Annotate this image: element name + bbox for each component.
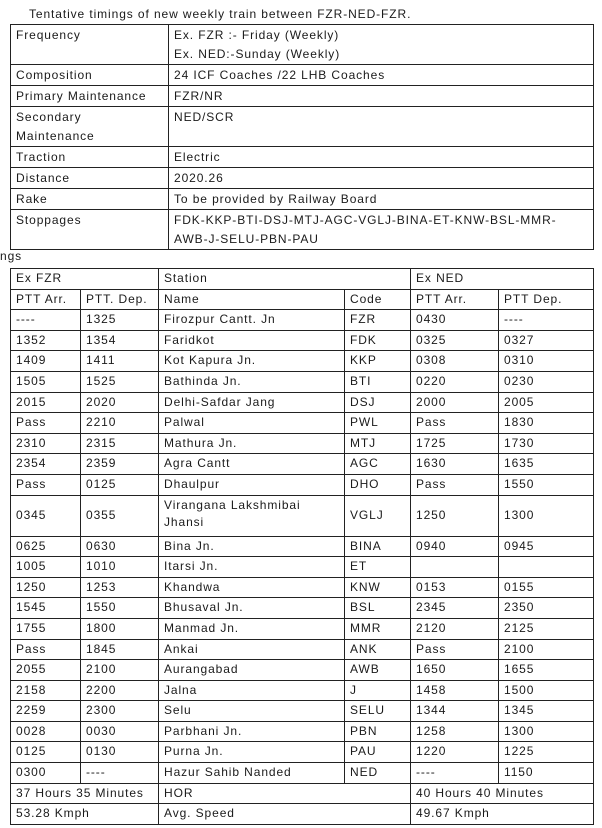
timings-label: ngs <box>0 249 23 263</box>
station-code-cell: FDK <box>345 330 411 351</box>
info-value <box>169 25 594 65</box>
fzr-arr-cell: Pass <box>11 639 81 660</box>
ned-arr-cell: 2000 <box>411 392 499 413</box>
col-header: PTT. Dep. <box>81 289 159 310</box>
table-row <box>11 495 594 536</box>
station-name-cell: Faridkot <box>159 330 345 351</box>
station-code-cell: ANK <box>345 639 411 660</box>
ned-arr-cell: 2345 <box>411 598 499 619</box>
fzr-dep-cell: 1010 <box>81 557 159 578</box>
fzr-dep-cell: 1845 <box>81 639 159 660</box>
station-code-cell: VGLJ <box>345 495 411 536</box>
station-code-cell: PBN <box>345 721 411 742</box>
ned-arr-cell: Pass <box>411 413 499 434</box>
station-code-cell: J <box>345 680 411 701</box>
fzr-arr-cell: 2158 <box>11 680 81 701</box>
fzr-dep-cell: 2200 <box>81 680 159 701</box>
fzr-arr-cell: 2015 <box>11 392 81 413</box>
ned-dep-cell: 1345 <box>499 701 594 722</box>
ned-dep-cell: 0155 <box>499 577 594 598</box>
fzr-arr-cell: 0125 <box>11 742 81 763</box>
fzr-arr-cell: 1250 <box>11 577 81 598</box>
station-code-cell: DSJ <box>345 392 411 413</box>
station-name-cell: Bina Jn. <box>159 536 345 557</box>
station-name-cell: Selu <box>159 701 345 722</box>
hor-ned: 40 Hours 40 Minutes <box>411 783 594 804</box>
table-row <box>11 660 594 681</box>
station-name-cell: Palwal <box>159 413 345 434</box>
ned-arr-cell: 0220 <box>411 371 499 392</box>
station-name-cell: Mathura Jn. <box>159 433 345 454</box>
ned-arr-cell: 1458 <box>411 680 499 701</box>
fzr-dep-cell: 1411 <box>81 351 159 372</box>
info-value <box>169 65 594 86</box>
station-code-cell: PWL <box>345 413 411 434</box>
table-row <box>11 763 594 784</box>
fzr-dep-cell: 0355 <box>81 495 159 536</box>
fzr-dep-cell: 1354 <box>81 330 159 351</box>
info-value-line: Ex. FZR :- Friday (Weekly) <box>174 28 340 42</box>
station-name-cell: Hazur Sahib Nanded <box>159 763 345 784</box>
ned-arr-cell: 1650 <box>411 660 499 681</box>
station-name-cell: Firozpur Cantt. Jn <box>159 310 345 331</box>
station-code-cell: BINA <box>345 536 411 557</box>
fzr-arr-cell: 1352 <box>11 330 81 351</box>
fzr-arr-cell: Pass <box>11 413 81 434</box>
fzr-dep-cell: 1325 <box>81 310 159 331</box>
ned-arr-cell: 1250 <box>411 495 499 536</box>
table-row <box>11 371 594 392</box>
speed-ned: 49.67 Kmph <box>411 804 594 825</box>
fzr-arr-cell: 1505 <box>11 371 81 392</box>
ned-arr-cell: Pass <box>411 639 499 660</box>
station-name-cell: Purna Jn. <box>159 742 345 763</box>
station-code-cell: DHO <box>345 474 411 495</box>
station-code-cell: ET <box>345 557 411 578</box>
station-name-cell: Khandwa <box>159 577 345 598</box>
col-header: PTT Arr. <box>11 289 81 310</box>
info-value-line: 2020.26 <box>174 171 224 185</box>
ned-dep-cell: 0945 <box>499 536 594 557</box>
ned-dep-cell: 1635 <box>499 454 594 475</box>
ned-dep-cell: 1300 <box>499 495 594 536</box>
station-name-cell: Ankai <box>159 639 345 660</box>
station-code-cell: AGC <box>345 454 411 475</box>
fzr-dep-cell: ---- <box>81 763 159 784</box>
fzr-dep-cell: 1525 <box>81 371 159 392</box>
info-row <box>11 107 594 147</box>
table-row <box>11 413 594 434</box>
info-value-line: Ex. NED:-Sunday (Weekly) <box>174 47 341 61</box>
ned-dep-cell: 0310 <box>499 351 594 372</box>
ned-arr-cell: 0940 <box>411 536 499 557</box>
info-value-line: FDK-KKP-BTI-DSJ-MTJ-AGC-VGLJ-BINA-ET-KNW-BSL-MMR-AWB-J-SELU-PBN-PAU <box>174 213 557 246</box>
ned-dep-cell: 1150 <box>499 763 594 784</box>
ned-arr-cell: 2120 <box>411 618 499 639</box>
station-name-cell: Agra Cantt <box>159 454 345 475</box>
station-header: Station <box>159 269 411 290</box>
table-row <box>11 577 594 598</box>
table-row <box>11 454 594 475</box>
ned-dep-cell: 1225 <box>499 742 594 763</box>
fzr-dep-cell: 2100 <box>81 660 159 681</box>
table-row <box>11 680 594 701</box>
info-label: Traction <box>11 147 169 168</box>
column-header-row <box>11 289 594 310</box>
fzr-arr-cell: 0625 <box>11 536 81 557</box>
table-row <box>11 721 594 742</box>
fzr-arr-cell: 1409 <box>11 351 81 372</box>
table-row <box>11 392 594 413</box>
col-header: Name <box>159 289 345 310</box>
fzr-arr-cell: 1755 <box>11 618 81 639</box>
col-header: Code <box>345 289 411 310</box>
info-label: Primary Maintenance <box>11 86 169 107</box>
station-code-cell: FZR <box>345 310 411 331</box>
info-value-line: NED/SCR <box>174 110 235 124</box>
group-header-row <box>11 269 594 290</box>
ned-arr-cell: Pass <box>411 474 499 495</box>
ned-dep-cell: 1300 <box>499 721 594 742</box>
timetable <box>10 268 594 825</box>
fzr-arr-cell: 2354 <box>11 454 81 475</box>
ned-arr-cell: 1258 <box>411 721 499 742</box>
fzr-dep-cell: 0130 <box>81 742 159 763</box>
info-row <box>11 189 594 210</box>
table-row <box>11 474 594 495</box>
info-label: Secondary Maintenance <box>11 107 169 147</box>
ned-arr-cell: ---- <box>411 763 499 784</box>
info-label: Frequency <box>11 25 169 65</box>
info-label: Stoppages <box>11 210 169 250</box>
ned-dep-cell: 2005 <box>499 392 594 413</box>
fzr-dep-cell: 0125 <box>81 474 159 495</box>
info-row <box>11 25 594 65</box>
station-code-cell: AWB <box>345 660 411 681</box>
station-name-cell: Jalna <box>159 680 345 701</box>
ned-arr-cell: 0308 <box>411 351 499 372</box>
fzr-arr-cell: 0300 <box>11 763 81 784</box>
info-value-line: Electric <box>174 150 221 164</box>
table-row <box>11 433 594 454</box>
station-name-cell: Delhi-Safdar Jang <box>159 392 345 413</box>
station-name-cell: Virangana Lakshmibai Jhansi <box>159 495 345 536</box>
speed-label: Avg. Speed <box>159 804 411 825</box>
ned-arr-cell <box>411 557 499 578</box>
table-row <box>11 557 594 578</box>
ex-fzr-header: Ex FZR <box>11 269 159 290</box>
ned-dep-cell: 1730 <box>499 433 594 454</box>
ned-dep-cell: 0230 <box>499 371 594 392</box>
ex-ned-header: Ex NED <box>411 269 594 290</box>
fzr-arr-cell: 1545 <box>11 598 81 619</box>
info-label: Composition <box>11 65 169 86</box>
info-value <box>169 86 594 107</box>
ned-dep-cell <box>499 557 594 578</box>
ned-dep-cell: 1500 <box>499 680 594 701</box>
ned-arr-cell: 1725 <box>411 433 499 454</box>
table-row <box>11 310 594 331</box>
info-row <box>11 147 594 168</box>
table-row <box>11 536 594 557</box>
hor-label: HOR <box>159 783 411 804</box>
info-row <box>11 210 594 250</box>
info-row <box>11 65 594 86</box>
ned-dep-cell: 2100 <box>499 639 594 660</box>
table-row <box>11 351 594 372</box>
fzr-arr-cell: 0345 <box>11 495 81 536</box>
col-header: PTT Arr. <box>411 289 499 310</box>
table-row <box>11 618 594 639</box>
info-row <box>11 86 594 107</box>
ned-dep-cell: ---- <box>499 310 594 331</box>
station-code-cell: KNW <box>345 577 411 598</box>
table-row <box>11 330 594 351</box>
fzr-dep-cell: 0030 <box>81 721 159 742</box>
ned-dep-cell: 2350 <box>499 598 594 619</box>
station-code-cell: PAU <box>345 742 411 763</box>
ned-arr-cell: 0325 <box>411 330 499 351</box>
station-name-cell: Manmad Jn. <box>159 618 345 639</box>
info-value <box>169 107 594 147</box>
fzr-dep-cell: 1253 <box>81 577 159 598</box>
station-code-cell: BTI <box>345 371 411 392</box>
ned-arr-cell: 1344 <box>411 701 499 722</box>
table-row <box>11 598 594 619</box>
fzr-arr-cell: 2310 <box>11 433 81 454</box>
ned-dep-cell: 1655 <box>499 660 594 681</box>
table-row <box>11 742 594 763</box>
fzr-dep-cell: 1550 <box>81 598 159 619</box>
ned-arr-cell: 1220 <box>411 742 499 763</box>
info-value-line: 24 ICF Coaches /22 LHB Coaches <box>174 68 386 82</box>
fzr-arr-cell: ---- <box>11 310 81 331</box>
hor-fzr: 37 Hours 35 Minutes <box>11 783 159 804</box>
info-value-line: To be provided by Railway Board <box>174 192 378 206</box>
table-row <box>11 701 594 722</box>
station-name-cell: Aurangabad <box>159 660 345 681</box>
ned-dep-cell: 0327 <box>499 330 594 351</box>
station-name-cell: Kot Kapura Jn. <box>159 351 345 372</box>
fzr-arr-cell: 0028 <box>11 721 81 742</box>
fzr-dep-cell: 2020 <box>81 392 159 413</box>
hor-row <box>11 783 594 804</box>
speed-row <box>11 804 594 825</box>
station-name-cell: Itarsi Jn. <box>159 557 345 578</box>
ned-dep-cell: 1830 <box>499 413 594 434</box>
info-value <box>169 168 594 189</box>
station-name-cell: Dhaulpur <box>159 474 345 495</box>
fzr-dep-cell: 1800 <box>81 618 159 639</box>
info-label: Rake <box>11 189 169 210</box>
fzr-dep-cell: 2315 <box>81 433 159 454</box>
station-code-cell: MTJ <box>345 433 411 454</box>
col-header: PTT Dep. <box>499 289 594 310</box>
ned-dep-cell: 2125 <box>499 618 594 639</box>
ned-arr-cell: 0153 <box>411 577 499 598</box>
document-title: Tentative timings of new weekly train between FZR-NED-FZR. <box>29 7 412 21</box>
info-value-line: FZR/NR <box>174 89 224 103</box>
fzr-arr-cell: 1005 <box>11 557 81 578</box>
info-value <box>169 210 594 250</box>
train-info-table <box>10 24 594 250</box>
station-name-cell: Bhusaval Jn. <box>159 598 345 619</box>
speed-fzr: 53.28 Kmph <box>11 804 159 825</box>
info-label: Distance <box>11 168 169 189</box>
fzr-arr-cell: Pass <box>11 474 81 495</box>
fzr-arr-cell: 2259 <box>11 701 81 722</box>
ned-arr-cell: 0430 <box>411 310 499 331</box>
fzr-dep-cell: 2210 <box>81 413 159 434</box>
info-value <box>169 189 594 210</box>
station-name-cell: Parbhani Jn. <box>159 721 345 742</box>
fzr-dep-cell: 0630 <box>81 536 159 557</box>
fzr-arr-cell: 2055 <box>11 660 81 681</box>
fzr-dep-cell: 2359 <box>81 454 159 475</box>
station-code-cell: NED <box>345 763 411 784</box>
fzr-dep-cell: 2300 <box>81 701 159 722</box>
ned-arr-cell: 1630 <box>411 454 499 475</box>
station-name-cell: Bathinda Jn. <box>159 371 345 392</box>
station-code-cell: BSL <box>345 598 411 619</box>
info-row <box>11 168 594 189</box>
station-code-cell: MMR <box>345 618 411 639</box>
station-code-cell: SELU <box>345 701 411 722</box>
info-value <box>169 147 594 168</box>
table-row <box>11 639 594 660</box>
station-code-cell: KKP <box>345 351 411 372</box>
ned-dep-cell: 1550 <box>499 474 594 495</box>
